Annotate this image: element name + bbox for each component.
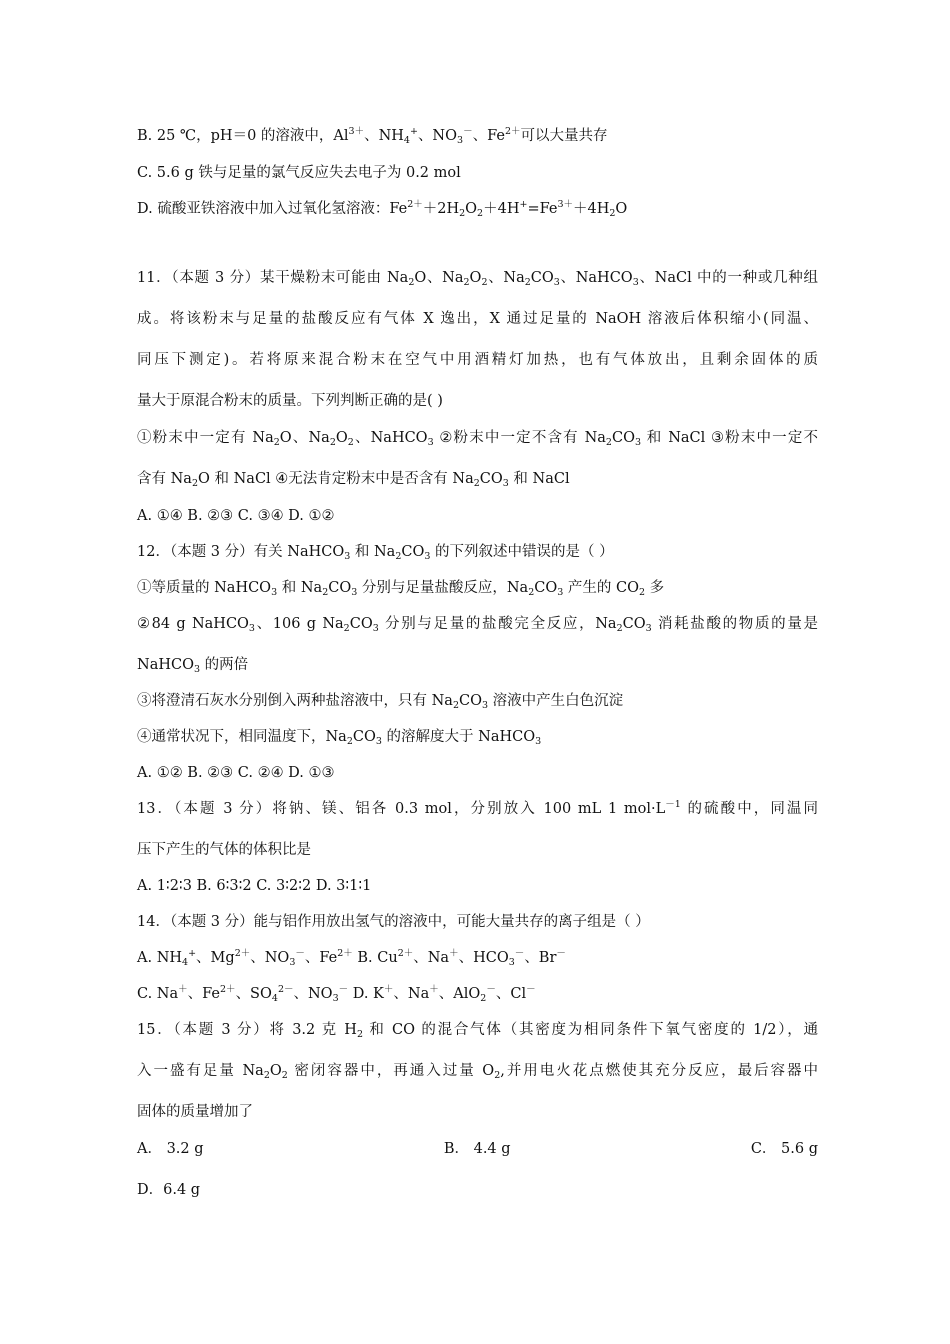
q10-option-c: C. 5.6 g 铁与足量的氯气反应失去电子为 0.2 mol [137, 165, 461, 181]
q12-statement-2-cont: NaHCO$_3$ 的两倍 [137, 657, 249, 675]
q10-option-b: B. 25 ℃，pH＝0 的溶液中，$Al^{3+}$、$NH_4^+$、$NO_3^-$、$Fe^{2+}$可以大量共存 [137, 126, 608, 146]
q13-stem-line-2: 压下产生的气体的体积比是 [137, 842, 311, 858]
q12-statement-2: ②84 g NaHCO$_3$、106 g $Na_2CO_3$ 分别与足量的盐酸完全反应，$Na_2CO_3$ 消耗盐酸的物质的量是 [137, 616, 818, 634]
q15-option-c: C． 5.6 g [750, 1141, 818, 1157]
q15-stem-line-1: 15．（本题 3 分）将 3.2 克 $H_2$ 和 CO 的混合气体（其密度为相同条件下氧气密度的 1/2），通 [137, 1022, 818, 1040]
q11-options: A. ①④ B. ②③ C. ③④ D. ①② [137, 508, 335, 524]
q10-option-d: D. 硫酸亚铁溶液中加入过氧化氢溶液：$Fe^{2+}+2H_2O_2+4H^+=Fe^{3+}+4H_2O$ [137, 199, 628, 219]
q12-stem: 12．（本题 3 分）有关 NaHCO$_3$ 和 $Na_2CO_3$ 的下列叙述中错误的是（ ） [137, 544, 614, 562]
q15-stem-line-3: 固体的质量增加了 [137, 1104, 253, 1120]
q14-options-cd: C. Na＋、$Fe^{2+}$、$SO_4^{2-}$、$NO_3^-$ D. K＋、Na＋、AlO$_2$－、Cl－ [137, 984, 536, 1004]
q15-stem-line-2: 入一盛有足量 $Na_2O_2$ 密闭容器中，再通入过量 $O_2$,并用电火花点燃使其充分反应，最后容器中 [137, 1063, 818, 1081]
q12-options: A. ①② B. ②③ C. ②④ D. ①③ [137, 765, 335, 781]
q13-stem-line-1: 13．（本题 3 分）将钠、镁、铝各 0.3 mol，分别放入 100 mL 1 $mol\cdot L^{-1}$ 的硫酸中，同温同 [137, 799, 819, 817]
q11-stem-line-2: 成。将该粉末与足量的盐酸反应有气体 X 逸出，X 通过足量的 NaOH 溶液后体积缩小(同温、 [137, 311, 818, 327]
q15-option-d: D．6.4 g [137, 1182, 201, 1198]
q15-option-a: A． 3.2 g [137, 1141, 204, 1157]
q14-stem: 14．（本题 3 分）能与铝作用放出氢气的溶液中，可能大量共存的离子组是（ ） [137, 914, 650, 930]
q12-statement-1: ①等质量的 NaHCO$_3$ 和 $Na_2CO_3$ 分别与足量盐酸反应，$Na_2CO_3$ 产生的 $CO_2$ 多 [137, 580, 665, 598]
q11-statements-line-2: 含有 $Na_2O$ 和 NaCl ④无法肯定粉末中是否含有 $Na_2CO_3$ 和 NaCl [137, 471, 570, 489]
q13-options: A. 1∶2∶3 B. 6∶3∶2 C. 3∶2∶2 D. 3∶1∶1 [137, 878, 372, 894]
q11-stem-line-4: 量大于原混合粉末的质量。下列判断正确的是( ) [137, 393, 443, 409]
q11-stem-line-1: 11．（本题 3 分）某干燥粉末可能由 $Na_2O$、$Na_2O_2$、$Na_2CO_3$、NaHCO$_3$、NaCl 中的一种或几种组 [137, 270, 818, 288]
q12-statement-4: ④通常状况下，相同温度下，$Na_2CO_3$ 的溶解度大于 NaHCO$_3$ [137, 729, 542, 747]
q15-options-abc [137, 1139, 818, 1159]
q15-option-b: B． 4.4 g [443, 1141, 511, 1157]
q11-stem-line-3: 同压下测定)。若将原来混合粉末在空气中用酒精灯加热，也有气体放出，且剩余固体的质 [137, 352, 818, 368]
q11-statements-line-1: ①粉末中一定有 $Na_2O$、$Na_2O_2$、NaHCO$_3$ ②粉末中一定不含有 $Na_2CO_3$ 和 NaCl ③粉末中一定不 [137, 430, 818, 448]
q14-options-ab: A. $NH_4^+$、$Mg^{2+}$、$NO_3^-$、$Fe^{2+}$ B. $Cu^{2+}$、Na＋、$HCO_3^-$、Br－ [137, 948, 566, 968]
q12-statement-3: ③将澄清石灰水分别倒入两种盐溶液中，只有 $Na_2CO_3$ 溶液中产生白色沉淀 [137, 693, 624, 711]
